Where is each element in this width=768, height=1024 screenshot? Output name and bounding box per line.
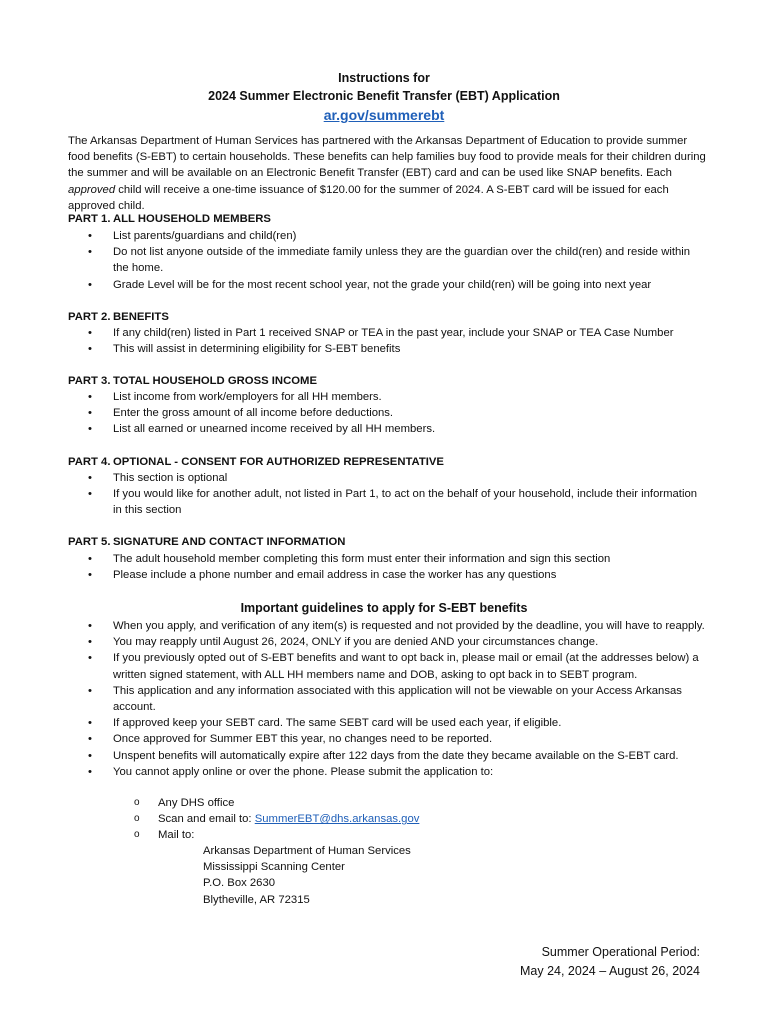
- list-item: • This will assist in determining eligibility for S-EBT benefits: [88, 341, 708, 357]
- list-item: • List income from work/employers for all HH members.: [88, 389, 708, 405]
- intro-emphasis: approved: [68, 183, 116, 196]
- address-line: Arkansas Department of Human Services: [203, 845, 411, 857]
- list-item: • Unspent benefits will automatically expire after 122 days from the date they became available on the S-EBT card.: [88, 748, 708, 764]
- list-item: • Do not list anyone outside of the immediate family unless they are the guardian over the child(ren) and reside within the home.: [88, 244, 708, 276]
- part-number: PART 3.: [68, 375, 111, 387]
- option-email: [134, 811, 419, 827]
- list-item: • This application and any information associated with this application will not be viewable on your Access Arkansas account.: [88, 683, 708, 715]
- intro-text-1: The Arkansas Department of Human Services has partnered with the Arkansas Department of Education to provide summer food benefits (S-EBT) to certain households. These benefits can help families buy food to provide meals for their children during the summer and will be available on an Electronic Benefit Transfer (EBT) card and can be used like SNAP benefits. Each: [68, 135, 706, 180]
- list-item: • If you previously opted out of S-EBT benefits and want to opt back in, please mail or email (at the addresses below) a written signed statement, with ALL HH members name and DOB, asking to opt back in to SEBT program.: [88, 650, 708, 682]
- list-item: • If approved keep your SEBT card. The same SEBT card will be used each year, if eligible.: [88, 715, 708, 731]
- address-line: Blytheville, AR 72315: [203, 893, 310, 906]
- list-item: • Grade Level will be for the most recent school year, not the grade your child(ren) will be going into next year: [88, 277, 708, 293]
- address-line: P.O. Box 2630: [203, 877, 276, 890]
- list-item: • The adult household member completing this form must enter their information and sign this section: [88, 551, 708, 567]
- list-item: • You may reapply until August 26, 2024, ONLY if you are denied AND your circumstances change.: [88, 634, 708, 650]
- part-2-heading: [68, 309, 169, 325]
- part-4-heading: [68, 454, 444, 470]
- part-number: PART 1.: [68, 213, 111, 225]
- title-line-2: 2024 Summer Electronic Benefit Transfer (EBT) Application: [208, 89, 560, 103]
- operational-period: [520, 943, 700, 981]
- email-label: Scan and email to:: [158, 813, 255, 826]
- part-3-list: [88, 389, 708, 438]
- list-item: • List all earned or unearned income received by all HH members.: [88, 421, 708, 437]
- guidelines-list: [88, 618, 708, 780]
- list-item: • When you apply, and verification of any item(s) is requested and not provided by the deadline, you will have to reapply.: [88, 618, 708, 634]
- list-item: • Once approved for Summer EBT this year, no changes need to be reported.: [88, 731, 708, 747]
- mailing-address: [203, 843, 411, 908]
- part-title: OPTIONAL - CONSENT FOR AUTHORIZED REPRESENTATIVE: [113, 456, 444, 468]
- part-1-heading: [68, 211, 271, 227]
- part-title: SIGNATURE AND CONTACT INFORMATION: [113, 536, 346, 548]
- part-5-heading: [68, 534, 345, 550]
- option-mail: o Mail to:: [134, 827, 419, 843]
- period-dates: May 24, 2024 – August 26, 2024: [520, 964, 700, 978]
- intro-text-2: child will receive a one-time issuance of $120.00 for the summer of 2024. A S-EBT card will be issued for each approved child.: [68, 183, 669, 212]
- email-link[interactable]: SummerEBT@dhs.arkansas.gov: [254, 813, 420, 826]
- list-item: • If any child(ren) listed in Part 1 received SNAP or TEA in the past year, include your SNAP or TEA Case Number: [88, 325, 708, 341]
- part-number: PART 2.: [68, 311, 111, 323]
- list-item: • This section is optional: [88, 470, 708, 486]
- part-2-list: [88, 325, 708, 357]
- list-item: • Enter the gross amount of all income before deductions.: [88, 405, 708, 421]
- part-1-list: [88, 228, 708, 293]
- list-item: • If you would like for another adult, not listed in Part 1, to act on the behalf of your household, include their information in this section: [88, 486, 708, 518]
- address-line: Mississippi Scanning Center: [203, 861, 345, 874]
- intro-paragraph: [68, 133, 708, 214]
- option-dhs-office: o Any DHS office: [134, 795, 419, 811]
- part-title: ALL HOUSEHOLD MEMBERS: [113, 213, 271, 225]
- period-label: Summer Operational Period:: [541, 945, 700, 959]
- part-3-heading: [68, 373, 317, 389]
- website-link[interactable]: ar.gov/summerebt: [323, 107, 445, 123]
- list-item: • Please include a phone number and email address in case the worker has any questions: [88, 567, 708, 583]
- part-5-list: [88, 551, 708, 583]
- part-title: BENEFITS: [113, 311, 169, 323]
- part-number: PART 4.: [68, 456, 111, 468]
- list-item: • List parents/guardians and child(ren): [88, 228, 708, 244]
- part-number: PART 5.: [68, 536, 111, 548]
- part-4-list: [88, 470, 708, 519]
- list-item: • You cannot apply online or over the phone. Please submit the application to:: [88, 764, 708, 780]
- guidelines-heading: Important guidelines to apply for S-EBT benefits: [240, 601, 528, 615]
- submission-options: [134, 795, 419, 844]
- part-title: TOTAL HOUSEHOLD GROSS INCOME: [113, 375, 317, 387]
- title-line-1: Instructions for: [338, 71, 430, 85]
